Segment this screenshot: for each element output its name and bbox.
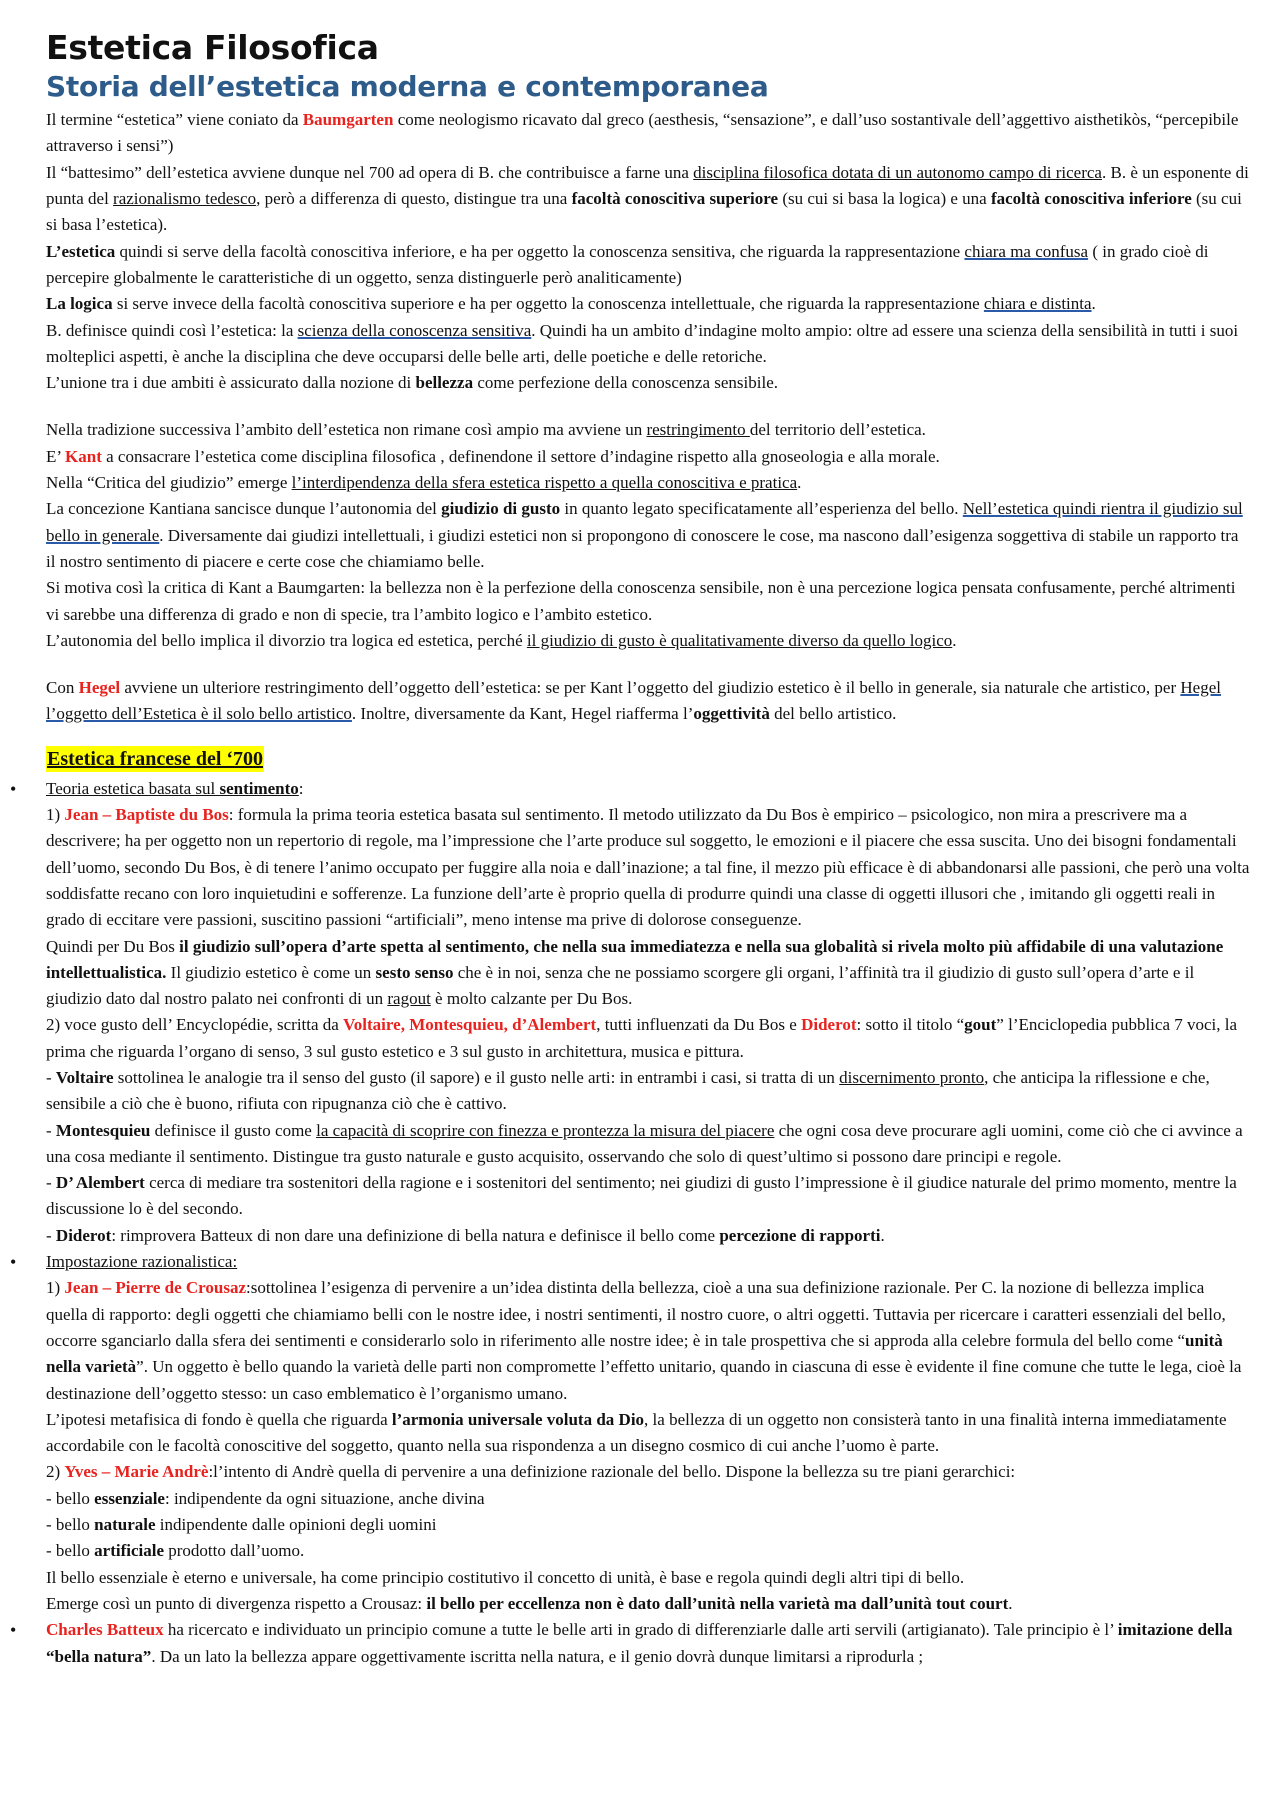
bullet-list [10,776,1250,1670]
person-name: Jean – Baptiste du Bos [64,805,229,825]
hegel-section [46,675,1250,728]
person-name: Charles Batteux [46,1620,164,1640]
paragraph: Nella tradizione successiva l’ambito dell’estetica non rimane così ampio ma avviene un restringimento del territorio dell’estetica. [46,420,926,440]
paragraph: L’unione tra i due ambiti è assicurato dalla nozione di bellezza come perfezione della conoscenza sensibile. [46,373,778,393]
intro-section [46,107,1250,396]
person-name: Montesquieu [409,1015,504,1035]
paragraph: La concezione Kantiana sancisce dunque l’autonomia del giudizio di gusto in quanto legato specificatamente all’esperienza del bello. Nell’estetica quindi rientra il giudizio sul bello in generale. Diversamente dai giudizi intellettuali, i giudizi estetici non si propongono di conoscere le cose, ma nascono dall’esigenza soggettiva di stabile un rapporto tra il nostro sentimento di piacere e certe cose che chiamiamo belle. [46,499,1243,571]
bullet-icon: • [10,778,17,799]
bullet-icon: • [10,1252,17,1273]
list-item: • Charles Batteux ha ricercato e individuato un principio comune a tutte le belle arti in grado di differenziarle dalle arti servili (artigianato). Tale principio è l’ imitazione della “bella natura”. Da un lato la bellezza appare oggettivamente iscritta nella natura, e il genio dovrà dunque limitarsi a riprodurla ; [46,1617,1250,1670]
page-title: Estetica Filosofica [46,28,379,67]
section-heading-wrap [46,746,1250,772]
paragraph: Si motiva così la critica di Kant a Baumgarten: la bellezza non è la perfezione della conoscenza sensibile, non è una percezione logica pensata confusamente, perché altrimenti vi sarebbe una differenza di grado e non di specie, tra l’ambito logico e l’ambito estetico. [46,578,1236,624]
paragraph: B. definisce quindi così l’estetica: la scienza della conoscenza sensitiva. Quindi ha un ambito d’indagine molto ampio: oltre ad essere una scienza della sensibilità in tutti i suoi molteplici aspetti, è anche la disciplina che deve occuparsi delle belle arti, delle poetiche e delle retoriche. [46,320,1239,366]
paragraph: Il “battesimo” dell’estetica avviene dunque nel 700 ad opera di B. che contribuisce a farne una disciplina filosofica dotata di un autonomo campo di ricerca. B. è un esponente di punta del razionalismo tedesco, però a differenza di questo, distingue tra una facoltà conoscitiva superiore (su cui si basa la logica) e una facoltà conoscitiva inferiore (su cui si basa l’estetica). [46,162,1249,235]
paragraph: Con Hegel avviene un ulteriore restringimento dell’oggetto dell’estetica: se per Kant l’oggetto del giudizio estetico è il bello in generale, sia naturale che artistico, per Hegel l’oggetto dell’Estetica è il solo bello artistico. Inoltre, diversamente da Kant, Hegel riafferma l’oggettività del bello artistico. [46,678,1221,724]
person-name: Jean – Pierre de Crousaz [64,1278,247,1298]
person-name: d’Alembert [512,1015,597,1035]
person-name: Diderot [801,1015,857,1035]
person-name: Kant [65,446,102,466]
paragraph: La logica si serve invece della facoltà conoscitiva superiore e ha per oggetto la conoscenza intellettuale, che riguarda la rappresentazione chiara e distinta. [46,294,1096,314]
section-heading: Estetica francese del ‘700 [47,747,264,770]
person-name: Baumgarten [302,110,394,130]
paragraph: E’ Kant a consacrare l’estetica come disciplina filosofica , definendone il settore d’indagine rispetto alla gnoseologia e alla morale. [46,446,940,466]
paragraph: L’estetica quindi si serve della facoltà conoscitiva inferiore, e ha per oggetto la conoscenza sensitiva, che riguarda la rappresentazione chiara ma confusa ( in grado cioè di percepire globalmente le caratteristiche di un oggetto, senza distinguerle però analiticamente) [46,241,1209,287]
bullet-icon: • [10,1620,17,1641]
paragraph: Nella “Critica del giudizio” emerge l’interdipendenza della sfera estetica rispetto a quella conoscitiva e pratica. [46,473,802,493]
person-name: Yves – Marie Andrè [64,1462,209,1482]
kant-section [46,417,1250,654]
person-name: Voltaire [343,1015,401,1035]
person-name: Hegel [78,678,121,698]
list-item: • Impostazione razionalistica: 1) Jean – Pierre de Crousaz:sottolinea l’esigenza di pervenire a un’idea distinta della bellezza, cioè a una sua definizione razionale. Per C. la nozione di bellezza implica quella di rapporto: degli oggetti che chiamiamo belli con le nostre idee, i nostri sentimenti, il nostro cuore, o altri oggetti. Tuttavia per ricercare i caratteri essenziali del bello, occorre sganciarlo dalla sfera dei sentimenti e considerarlo solo in riferimento alle nostre idee; è in tale prospettiva che si approda alla celebre formula del bello come “unità nella varietà”. Un oggetto è bello quando la varietà delle parti non compromette l’effetto unitario, quando in ciascuna di esse è evidente il fine comune che tutte le lega, cioè la destinazione dell’oggetto stesso: un caso emblematico è l’organismo umano. L’ipotesi metafisica di fondo è quella che riguarda l’armonia universale voluta da Dio, la bellezza di un oggetto non consisterà tanto in una finalità interna immediatamente accordabile con le facoltà conoscitive del soggetto, quanto nella sua rispondenza a un disegno cosmico di cui anche l’uomo è parte. 2) Yves – Marie Andrè:l’intento di Andrè quella di pervenire a una definizione razionale del bello. Dispone la bellezza su tre piani gerarchici: - bello essenziale: indipendente da ogni situazione, anche divina - bello naturale indipendente dalle opinioni degli uomini - bello artificiale prodotto dall’uomo. Il bello essenziale è eterno e universale, ha come principio costitutivo il concetto di unità, è base e regola quindi degli altri tipi di bello. Emerge così un punto di divergenza rispetto a Crousaz: il bello per eccellenza non è dato dall’unità nella varietà ma dall’unità tout court. [46,1249,1250,1617]
page-subtitle: Storia dell’estetica moderna e contemporanea [46,69,769,103]
list-item: • Teoria estetica basata sul sentimento: 1) Jean – Baptiste du Bos: formula la prima teoria estetica basata sul sentimento. Il metodo utilizzato da Du Bos è empirico – psicologico, non mira a prescrivere ma a descrivere; ha per oggetto non un repertorio di regole, ma l’impressione che l’arte produce sul soggetto, le emozioni e il piacere che essa suscita. Uno dei bisogni fondamentali dell’uomo, secondo Du Bos, è di tenere l’animo occupato per fuggire alla noia e dall’inazione; a tal fine, il mezzo più efficace è di abbandonarsi alle passioni, che però una volta soddisfatte recano con loro inquietudini e sofferenze. La funzione dell’arte è proprio quella di produrre quindi una classe di oggetti illusori che , imitando gli oggetti reali in grado di eccitare vere passioni, suscitino passioni “artificiali”, meno intense ma prive di dolorose conseguenze. Quindi per Du Bos il giudizio sull’opera d’arte spetta al sentimento, che nella sua immediatezza e nella sua globalità si rivela molto più affidabile di una valutazione intellettualistica. Il giudizio estetico è come un sesto senso che è in noi, senza che ne possiamo scorgere gli organi, l’affinità tra il giudizio di gusto sull’opera d’arte e il giudizio dato dal nostro palato nei confronti di un ragout è molto calzante per Du Bos. 2) voce gusto dell’ Encyclopédie, scritta da Voltaire, Montesquieu, d’Alembert, tutti influenzati da Du Bos e Diderot: sotto il titolo “gout” l’Enciclopedia pubblica 7 voci, la prima che riguarda l’organo di senso, 3 sul gusto estetico e 3 sul gusto in architettura, musica e pittura. - Voltaire sottolinea le analogie tra il senso del gusto (il sapore) e il gusto nelle arti: in entrambi i casi, si tratta di un discernimento pronto, che anticipa la riflessione e che, sensibile a ciò che è buono, rifiuta con ripugnanza ciò che è cattivo. - Montesquieu definisce il gusto come la capacità di scoprire con finezza e prontezza la misura del piacere che ogni cosa deve procurare agli uomini, come ciò che ci avvince a una cosa mediante il sentimento. Distingue tra gusto naturale e gusto acquisito, osservando che solo di quest’ultimo si possono dare principi e regole. - D’ Alembert cerca di mediare tra sostenitori della ragione e i sostenitori del sentimento; nei giudizi di gusto l’impressione è il giudice naturale del primo momento, mentre la discussione lo è del secondo. - Diderot: rimprovera Batteux di non dare una definizione di bella natura e definisce il bello come percezione di rapporti. [46,776,1250,1249]
paragraph: Il termine “estetica” viene coniato da Baumgarten come neologismo ricavato dal greco (aesthesis, “sensazione”, e dall’uso sostantivale dell’aggettivo aisthetikòs, “percepibile attraverso i sensi”) [46,110,1239,156]
paragraph: L’autonomia del bello implica il divorzio tra logica ed estetica, perché il giudizio di gusto è qualitativamente diverso da quello logico. [46,630,957,650]
